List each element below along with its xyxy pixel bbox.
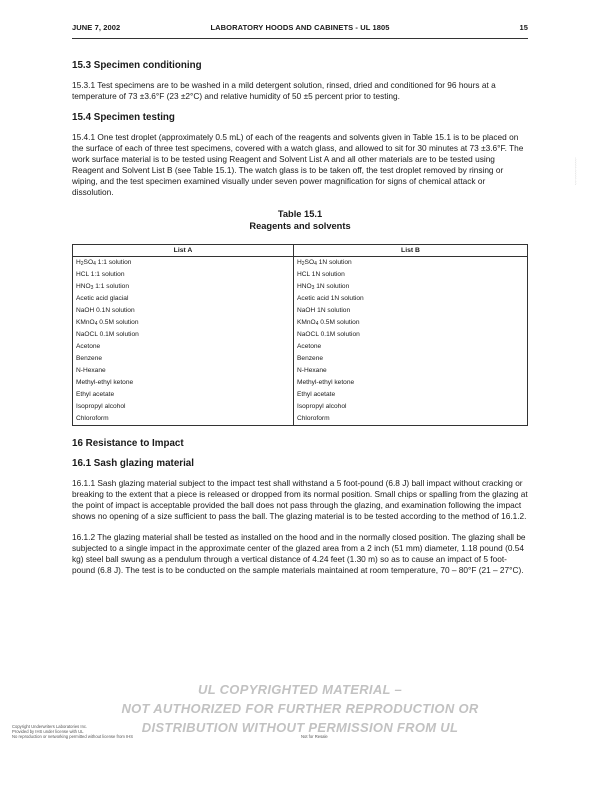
formula-subscript: 3: [90, 285, 94, 291]
formula-subscript: 2: [301, 261, 305, 267]
section-15-4-heading: 15.4 Specimen testing: [72, 112, 175, 123]
watermark-line-1: UL COPYRIGHTED MATERIAL –: [198, 682, 402, 697]
cell-text: NaOCL 0.1M solution: [76, 331, 139, 338]
cell-text: Acetic acid 1N solution: [297, 295, 364, 302]
cell-text: SO: [83, 259, 94, 266]
formula-subscript: 4: [93, 261, 96, 267]
formula-subscript: 4: [314, 261, 317, 267]
list-a-cell: [73, 257, 294, 270]
formula-subscript: 4: [315, 321, 319, 327]
cell-text: Methyl-ethyl ketone: [297, 379, 355, 386]
running-header: [72, 23, 528, 37]
table-number: Table 15.1: [277, 209, 323, 219]
column-header-list-b: List B: [294, 245, 528, 257]
cell-text: 0.5M solution: [318, 319, 360, 326]
list-b-cell: [294, 377, 528, 389]
cell-text: Benzene: [297, 355, 324, 362]
cell-text: N-Hexane: [76, 367, 106, 374]
table-row: [73, 281, 528, 293]
footer-line-3: No reproduction or networking permitted without license from IHS: [12, 734, 134, 740]
list-b-cell: [294, 401, 528, 413]
list-a-cell: [73, 341, 294, 353]
cell-text: KMnO: [76, 319, 95, 326]
cell-text: H: [297, 259, 302, 266]
list-a-cell: [73, 269, 294, 281]
table-body: [73, 257, 528, 426]
list-b-cell: [294, 281, 528, 293]
list-b-cell: [294, 365, 528, 377]
header-rule: [72, 38, 528, 39]
list-b-cell: [294, 413, 528, 426]
section-15-3-heading: 15.3 Specimen conditioning: [72, 60, 202, 71]
list-a-cell: [73, 329, 294, 341]
table-header-row: [73, 245, 528, 257]
formula-subscript: 4: [94, 321, 98, 327]
list-a-cell: [73, 365, 294, 377]
cell-text: Chloroform: [76, 415, 109, 422]
list-a-cell: [73, 401, 294, 413]
cell-text: HCL 1N solution: [297, 271, 345, 278]
reagents-table: [72, 244, 528, 426]
footer-not-for-resale: Not for Resale: [301, 734, 328, 739]
table-row: [73, 341, 528, 353]
list-b-cell: [294, 341, 528, 353]
table-row: [73, 365, 528, 377]
list-b-cell: [294, 389, 528, 401]
cell-text: Chloroform: [297, 415, 330, 422]
list-b-cell: [294, 317, 528, 329]
cell-text: HCL 1:1 solution: [76, 271, 125, 278]
list-b-cell: [294, 329, 528, 341]
cell-text: Acetone: [76, 343, 101, 350]
footer-line-1: Copyright Underwriters Laboratories Inc.: [12, 724, 88, 729]
table-row: [73, 293, 528, 305]
section-16-heading: 16 Resistance to Impact: [72, 438, 184, 449]
cell-text: N-Hexane: [297, 367, 327, 374]
cell-text: 1N solution: [316, 259, 352, 266]
side-marker-text: -,-,-,-,-,-,-,-,-,-,-,-,-: [573, 157, 577, 185]
list-a-cell: [73, 317, 294, 329]
cell-text: Isopropyl alcohol: [297, 403, 347, 410]
list-a-cell: [73, 389, 294, 401]
section-16-1-heading: 16.1 Sash glazing material: [72, 458, 194, 469]
watermark-line-2: NOT AUTHORIZED FOR FURTHER REPRODUCTION OR: [121, 701, 479, 716]
list-b-cell: [294, 305, 528, 317]
formula-subscript: 2: [80, 261, 84, 267]
table-row: [73, 317, 528, 329]
cell-text: Isopropyl alcohol: [76, 403, 126, 410]
cell-text: NaOCL 0.1M solution: [297, 331, 360, 338]
cell-text: Acetic acid glacial: [76, 295, 129, 302]
list-a-cell: [73, 281, 294, 293]
cell-text: 1N solution: [314, 283, 350, 290]
cell-text: Ethyl acetate: [297, 391, 336, 398]
cell-text: NaOH 0.1N solution: [76, 307, 135, 314]
list-a-cell: [73, 413, 294, 426]
cell-text: SO: [304, 259, 315, 266]
table-row: [73, 305, 528, 317]
paragraph-16-1-2: 16.1.2 The glazing material shall be tested as installed on the hood and in the normally closed position. The glazing shall be subjected to a single impact in the approximate center of the glazed area from a 2 inch (51 mm) diameter, 1.18 pound (0.54 kg) steel ball swung as a pendulum through a vertical distance of 4.24 feet (1.30 m) so as to cause an impact of 5 foot-pound (6.8 J). The test is to be conducted on the sample materials maintained at room temperature, 70 – 80°F (21 – 27°C).: [72, 532, 526, 575]
cell-text: NaOH 1N solution: [297, 307, 351, 314]
page-body: [72, 60, 528, 586]
list-b-cell: [294, 353, 528, 365]
formula-subscript: 3: [311, 285, 315, 291]
list-a-cell: [73, 353, 294, 365]
footer-line-2: Provided by IHS under license with UL: [12, 729, 84, 735]
table-row: [73, 401, 528, 413]
cell-text: 1:1 solution: [93, 283, 129, 290]
cell-text: Acetone: [297, 343, 322, 350]
cell-text: 0.5M solution: [97, 319, 139, 326]
header-page-number: 15: [519, 23, 528, 32]
list-a-cell: [73, 293, 294, 305]
list-a-cell: [73, 305, 294, 317]
header-title: LABORATORY HOODS AND CABINETS - UL 1805: [210, 23, 390, 32]
watermark-line-3: DISTRIBUTION WITHOUT PERMISSION FROM UL: [141, 720, 459, 735]
table-row: [73, 353, 528, 365]
footer-license: [12, 724, 133, 740]
column-header-list-a: List A: [73, 245, 294, 257]
list-a-cell: [73, 377, 294, 389]
paragraph-16-1-1: 16.1.1 Sash glazing material subject to the impact test shall withstand a 5 foot-pound (6.8 J) ball impact without cracking or breaking to the extent that a piece is released or dropped from its normal position. Small chips or spalling from the glazing at the point of impact is acceptable provided the ball does not pass through the glazing, and examination following the impact shows no opening of a size sufficient to pass the ball. The glazing material is to be tested according to the method of 16.1.2.: [72, 478, 528, 521]
table-row: [73, 389, 528, 401]
cell-text: HNO: [76, 283, 91, 290]
paragraph-15-4-1: 15.4.1 One test droplet (approximately 0.5 mL) of each of the reagents and solvents given in Table 15.1 is to be placed on the surface of each of three test specimens, covered with a watch glass, and allowed to sit for 30 minutes at 73 ±3.6°F. The work surface material is to be tested using Reagent and Solvent List A and all other materials are to be tested using Reagent and Solvent List B (see Table 15.1). The watch glass is to be taken off, the test droplet removed by rinsing or wiping, and the test specimen examined visually under seven power magnification for signs of chemical attack or dissolution.: [72, 132, 524, 197]
cell-text: 1:1 solution: [95, 259, 132, 266]
cell-text: Methyl-ethyl ketone: [76, 379, 134, 386]
table-row: [73, 377, 528, 389]
table-title: Reagents and solvents: [249, 221, 351, 231]
table-row: [73, 413, 528, 426]
table-row: [73, 257, 528, 270]
table-row: [73, 329, 528, 341]
cell-text: H: [76, 259, 81, 266]
cell-text: Ethyl acetate: [76, 391, 115, 398]
paragraph-15-3-1: 15.3.1 Test specimens are to be washed in a mild detergent solution, rinsed, dried and conditioned for 96 hours at a temperature of 73 ±3.6°F (23 ±2°C) and relative humidity of 50 ±5 percent prior to testing.: [72, 80, 496, 101]
list-b-cell: [294, 293, 528, 305]
table-row: [73, 269, 528, 281]
cell-text: HNO: [297, 283, 312, 290]
cell-text: Benzene: [76, 355, 103, 362]
list-b-cell: [294, 269, 528, 281]
table-caption: [72, 208, 528, 232]
list-b-cell: [294, 257, 528, 270]
cell-text: KMnO: [297, 319, 316, 326]
header-date: JUNE 7, 2002: [72, 23, 121, 32]
